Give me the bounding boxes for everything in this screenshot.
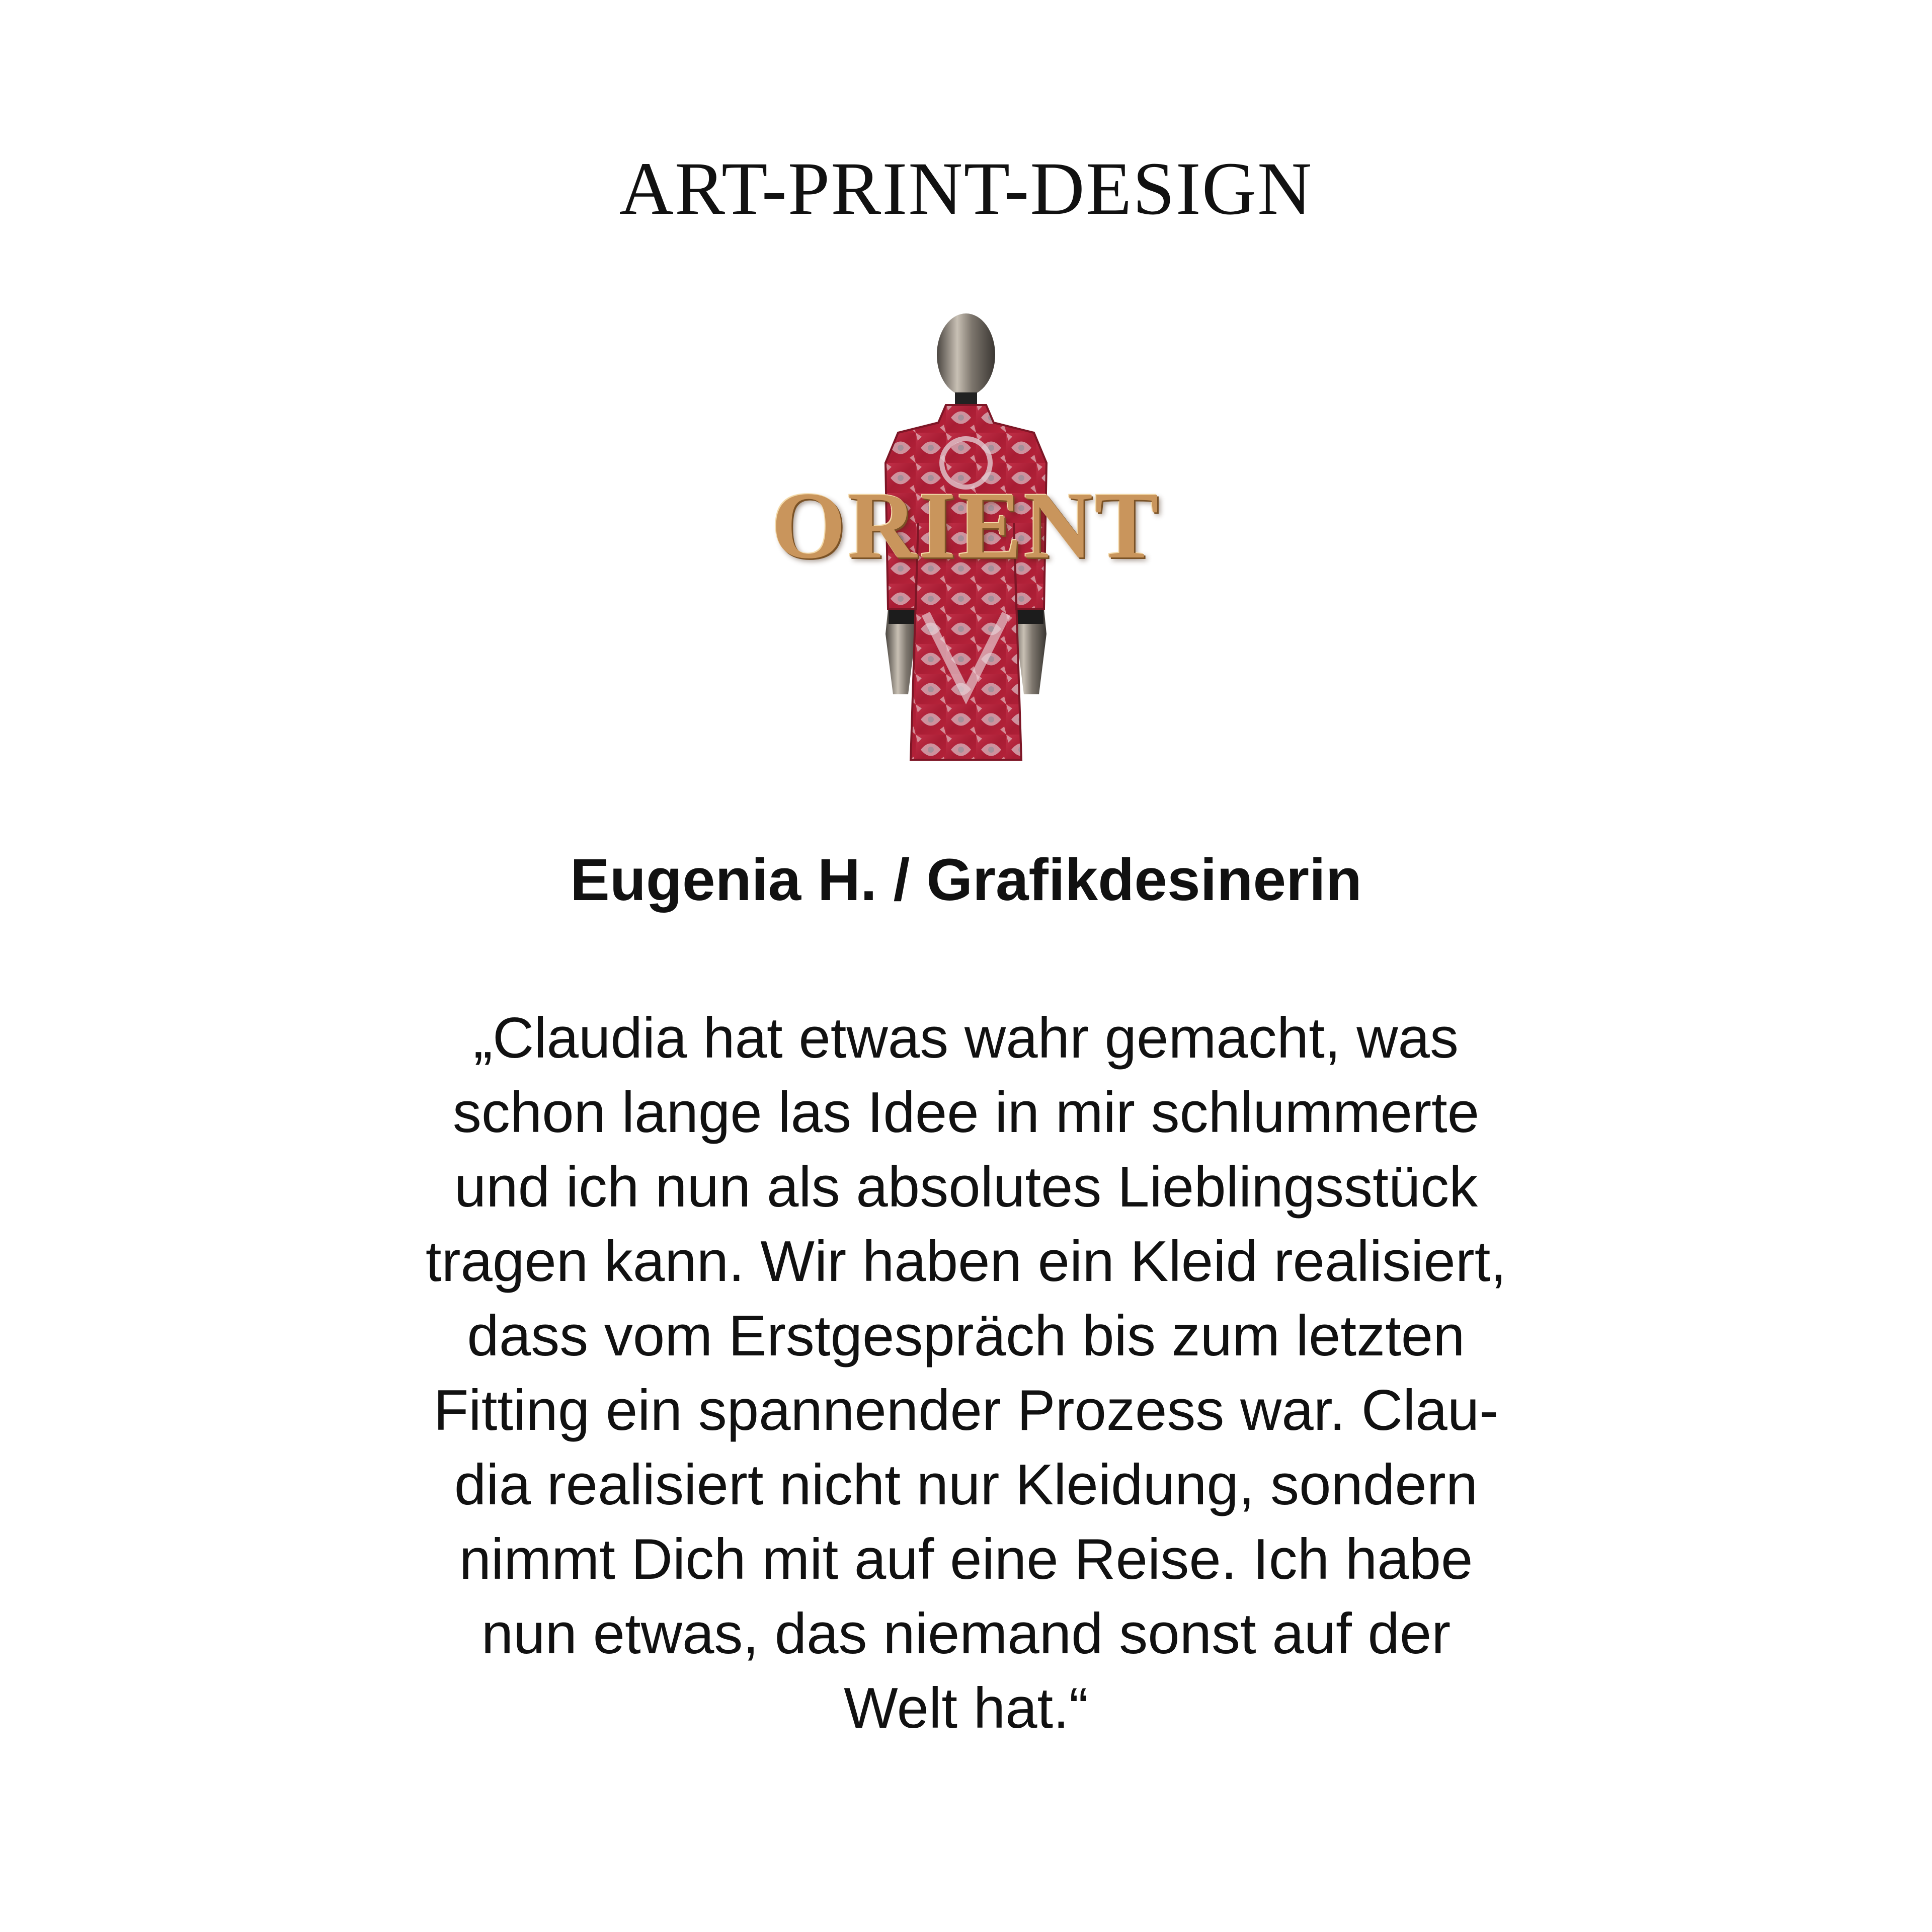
quote-line: schon lange las Idee in mir schlummerte (452, 1081, 1480, 1145)
mannequin-head (937, 313, 995, 396)
quote-line: tragen kann. Wir haben ein Kleid realisiert, (425, 1230, 1507, 1294)
quote-line: Fitting ein spannender Prozess war. Clau- (433, 1379, 1499, 1442)
quote-line: dia realisiert nicht nur Kleidung, sondern (454, 1453, 1478, 1517)
patterned-dress (886, 405, 1046, 760)
page-title: ART-PRINT-DESIGN (619, 147, 1313, 230)
quote-line: nimmt Dich mit auf eine Reise. Ich habe (459, 1527, 1473, 1591)
quote-line: Welt hat.“ (844, 1676, 1088, 1740)
orient-lettering: ORIENT (771, 473, 1161, 579)
quote-line: dass vom Erstgespräch bis zum letzten (467, 1304, 1465, 1368)
testimonial-author: Eugenia H. / Grafikdesinerin (570, 847, 1362, 913)
testimonial-quote (352, 1001, 1580, 1746)
quote-line: „Claudia hat etwas wahr gemacht, was (473, 1006, 1459, 1070)
mannequin-dress-figure (765, 312, 1167, 765)
quote-line: und ich nun als absolutes Lieblingsstück (454, 1155, 1478, 1219)
quote-line: nun etwas, das niemand sonst auf der (481, 1602, 1451, 1666)
